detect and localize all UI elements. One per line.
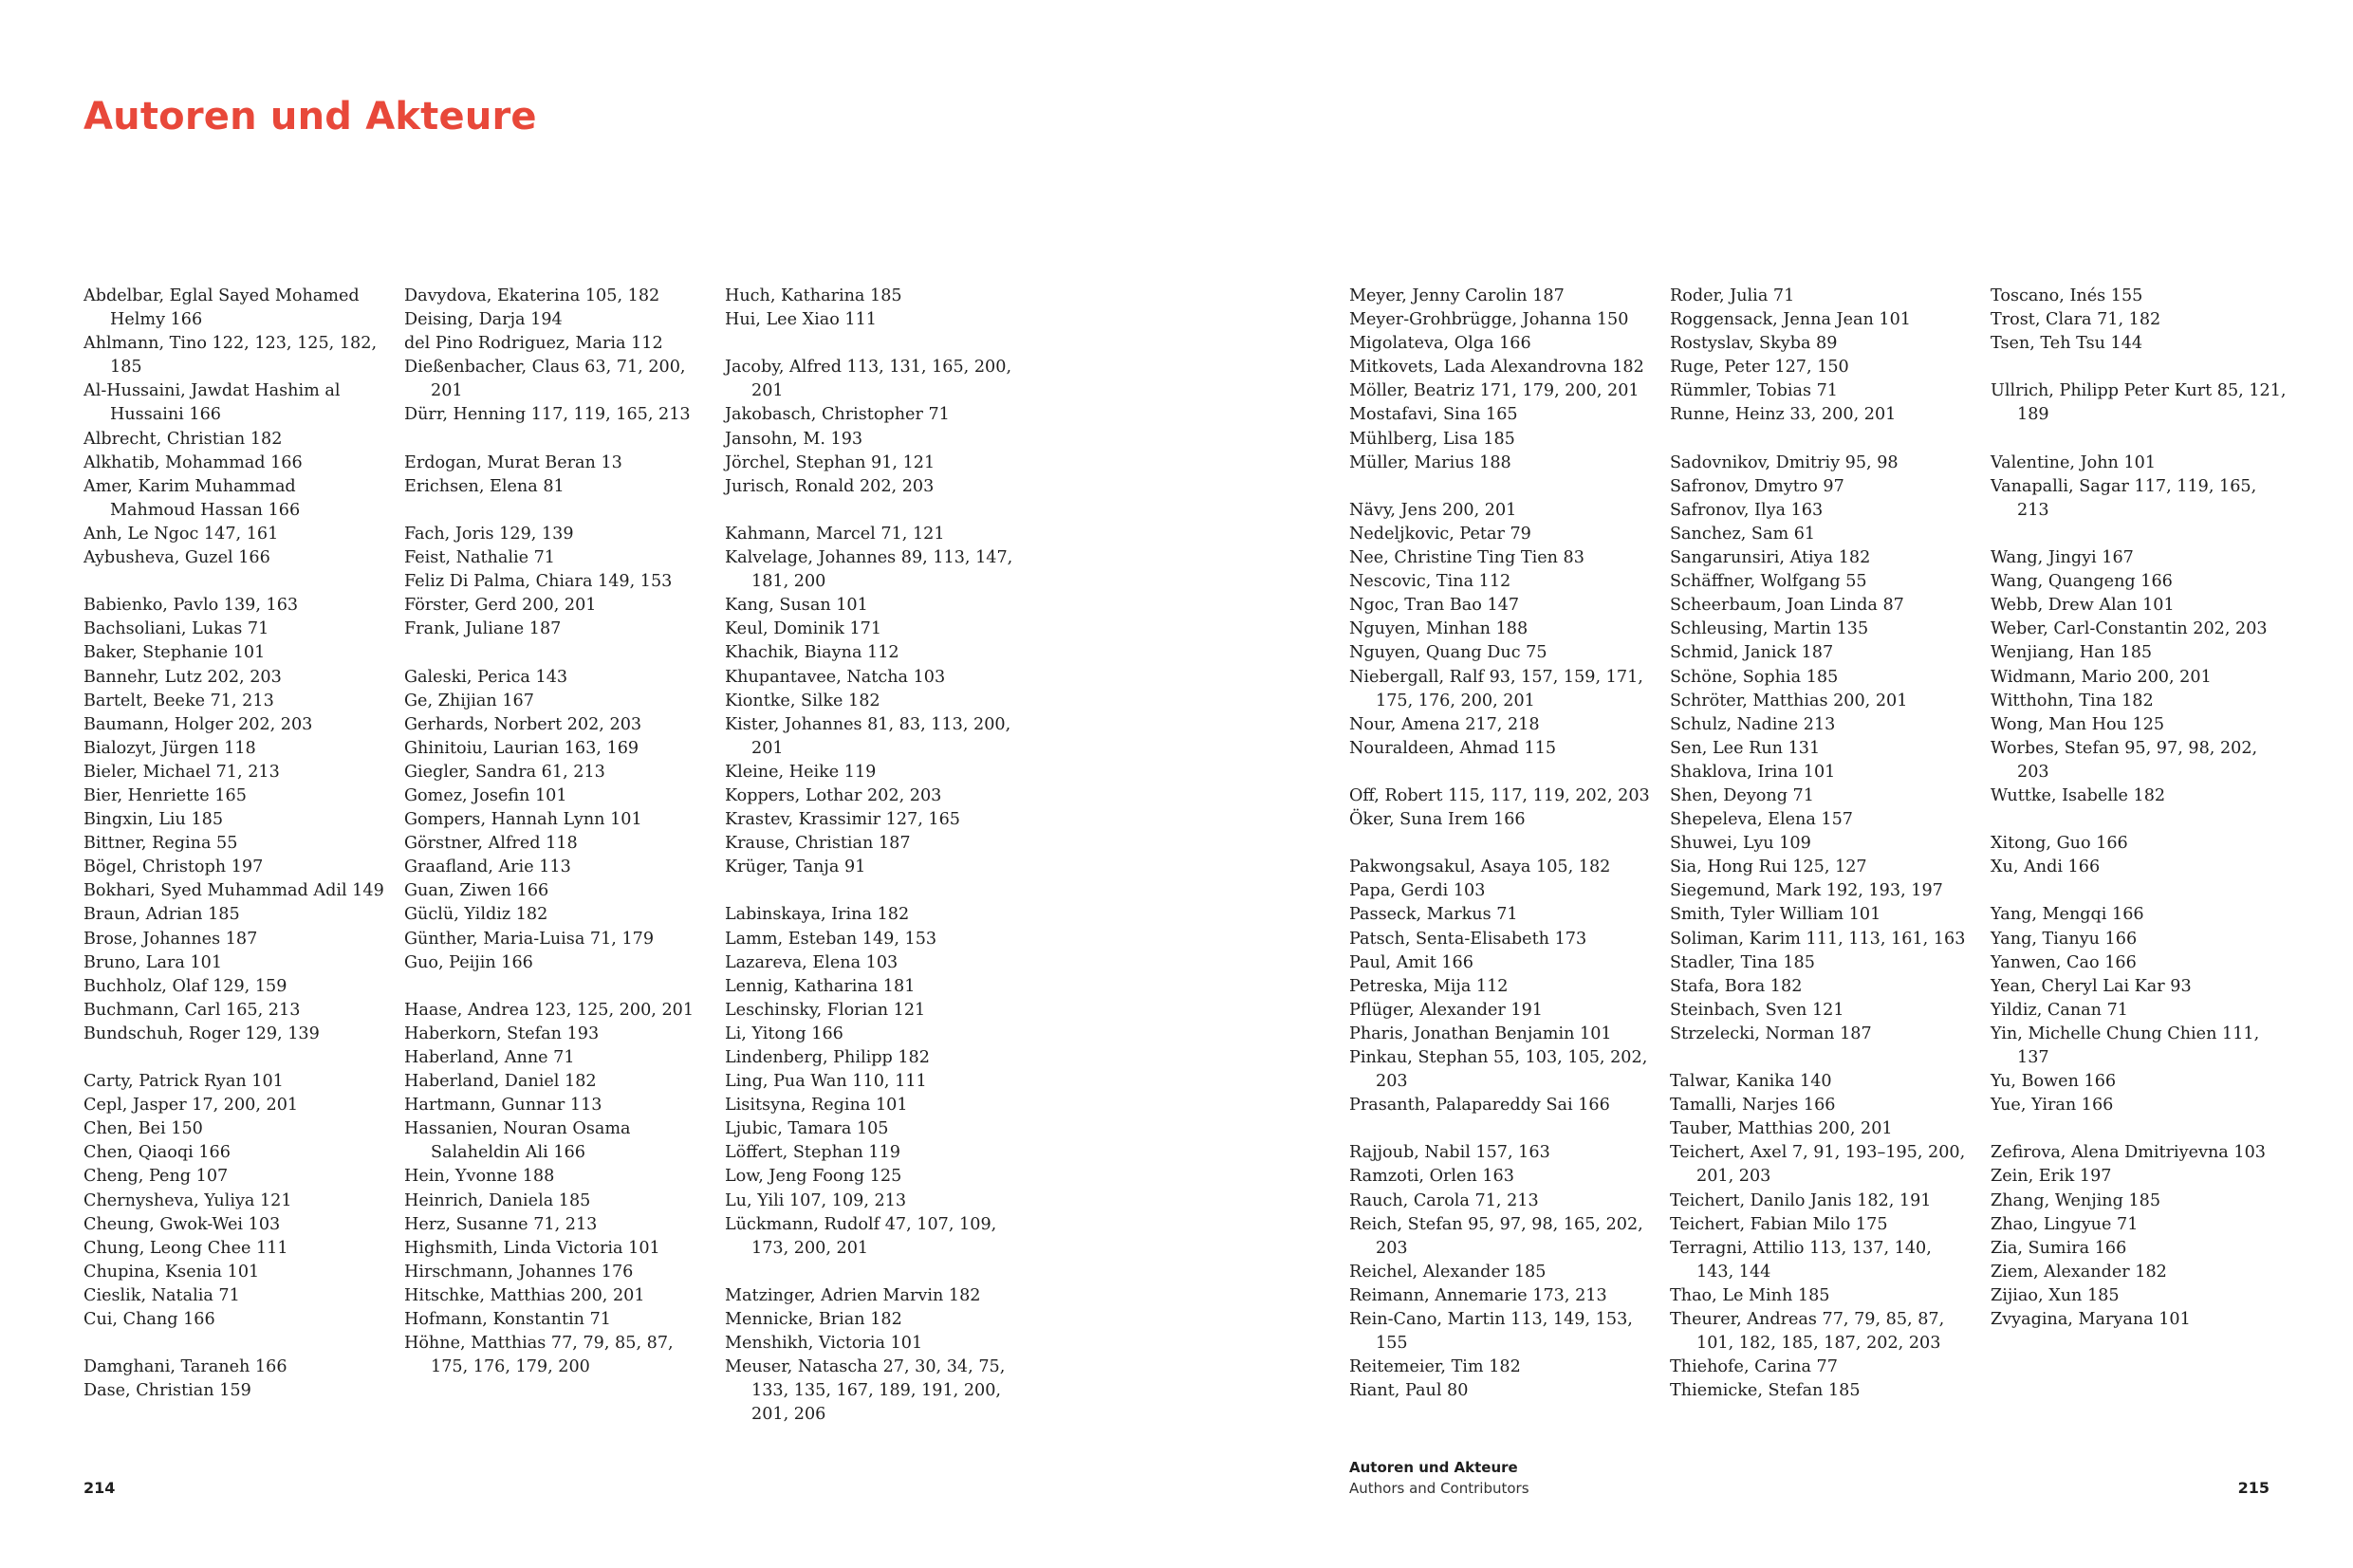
running-title-english: Authors and Contributors <box>1349 1480 1529 1497</box>
index-entry: Gomez, Josefin 101 <box>404 785 567 805</box>
index-entry: Chupina, Ksenia 101 <box>83 1262 260 1282</box>
index-entry: Davydova, Ekaterina 105, 182 <box>404 286 660 305</box>
index-entry: Sanchez, Sam 61 <box>1670 524 1816 544</box>
letter-group-gap <box>725 879 1027 903</box>
index-entry: Sia, Hong Rui 125, 127 <box>1670 858 1867 877</box>
index-entry: Krüger, Tanja 91 <box>725 858 866 877</box>
index-entry: Tamalli, Narjes 166 <box>1670 1096 1836 1116</box>
index-entry: Thao, Le Minh 185 <box>1670 1285 1830 1305</box>
index-entry: Rein-Cano, Martin 113, 149, 153, 155 <box>1349 1310 1633 1354</box>
index-entry: Reitemeier, Tim 182 <box>1349 1357 1521 1377</box>
index-entry: Ramzoti, Orlen 163 <box>1349 1167 1514 1187</box>
index-entry: Niebergall, Ralf 93, 157, 159, 171, 175, 176, 200, 201 <box>1349 667 1643 710</box>
index-entry: Khupantavee, Natcha 103 <box>725 667 946 687</box>
letter-group-gap <box>83 1332 385 1356</box>
page-title: Autoren und Akteure <box>83 95 537 138</box>
index-entry: Feliz Di Palma, Chiara 149, 153 <box>404 572 673 592</box>
index-entry: Bokhari, Syed Muhammad Adil 149 <box>83 881 384 901</box>
index-entry: Meuser, Natascha 27, 30, 34, 75, 133, 135, 167, 189, 191, 200, 201, 206 <box>725 1357 1006 1425</box>
index-entry: Cepl, Jasper 17, 200, 201 <box>83 1096 299 1116</box>
index-entry: Safronov, Dmytro 97 <box>1670 476 1844 496</box>
index-column-6 <box>1991 285 2292 1332</box>
index-entry: Bannehr, Lutz 202, 203 <box>83 667 282 687</box>
index-entry: Soliman, Karim 111, 113, 161, 163 <box>1670 929 1966 949</box>
letter-group-gap <box>404 641 706 665</box>
letter-group-gap <box>1991 1117 2292 1141</box>
index-entry: Zhao, Lingyue 71 <box>1991 1214 2139 1234</box>
letter-group-gap <box>1670 428 1972 452</box>
index-entry: Guan, Ziwen 166 <box>404 881 549 901</box>
index-entry: Roggensack, Jenna Jean 101 <box>1670 310 1911 330</box>
index-entry: Öker, Suna Irem 166 <box>1349 810 1526 830</box>
index-entry: Bittner, Regina 55 <box>83 834 238 854</box>
index-entry: Shen, Deyong 71 <box>1670 785 1814 805</box>
index-entry: Babienko, Pavlo 139, 163 <box>83 596 299 616</box>
index-entry: Hitschke, Matthias 200, 201 <box>404 1285 645 1305</box>
index-entry: Zvyagina, Maryana 101 <box>1991 1310 2191 1330</box>
letter-group-gap <box>1991 523 2292 546</box>
index-entry: Feist, Nathalie 71 <box>404 548 555 568</box>
index-entry: Bialozyt, Jürgen 118 <box>83 738 256 758</box>
index-entry: Giegler, Sandra 61, 213 <box>404 762 605 782</box>
index-entry: Huch, Katharina 185 <box>725 286 902 305</box>
index-entry: Alkhatib, Mohammad 166 <box>83 452 303 472</box>
index-entry: Jansohn, M. 193 <box>725 429 863 449</box>
index-entry: Bundschuh, Roger 129, 139 <box>83 1024 320 1043</box>
index-entry: Anh, Le Ngoc 147, 161 <box>83 524 279 544</box>
index-entry: del Pino Rodriguez, Maria 112 <box>404 334 663 354</box>
letter-group-gap <box>1991 428 2292 452</box>
index-entry: Reimann, Annemarie 173, 213 <box>1349 1285 1607 1305</box>
letter-group-gap <box>83 570 385 594</box>
index-entry: Nescovic, Tina 112 <box>1349 572 1511 592</box>
letter-group-gap <box>1991 879 2292 903</box>
index-entry: Lamm, Esteban 149, 153 <box>725 929 937 949</box>
index-entry: Dase, Christian 159 <box>83 1381 251 1401</box>
index-entry: Schulz, Nadine 213 <box>1670 714 1836 734</box>
index-entry: Deising, Darja 194 <box>404 310 563 330</box>
index-column-5 <box>1670 285 1972 1403</box>
index-entry: Worbes, Stefan 95, 97, 98, 202, 203 <box>1991 738 2258 782</box>
index-entry: Damghani, Taraneh 166 <box>83 1357 287 1377</box>
index-entry: Stafa, Bora 182 <box>1670 976 1803 996</box>
index-entry: Nguyen, Minhan 188 <box>1349 619 1529 639</box>
index-entry: Witthohn, Tina 182 <box>1991 691 2154 710</box>
index-entry: Widmann, Mario 200, 201 <box>1991 667 2212 687</box>
index-entry: Terragni, Attilio 113, 137, 140, 143, 144 <box>1670 1238 1932 1282</box>
index-entry: Smith, Tyler William 101 <box>1670 905 1881 925</box>
index-entry: Roder, Julia 71 <box>1670 286 1795 305</box>
index-entry: Webb, Drew Alan 101 <box>1991 596 2175 616</box>
index-entry: Ling, Pua Wan 110, 111 <box>725 1072 927 1092</box>
page-number-left: 214 <box>83 1479 116 1497</box>
index-entry: Off, Robert 115, 117, 119, 202, 203 <box>1349 785 1650 805</box>
index-entry: Xitong, Guo 166 <box>1991 834 2128 854</box>
index-entry: Valentine, John 101 <box>1991 452 2157 472</box>
index-entry: Cieslik, Natalia 71 <box>83 1285 240 1305</box>
index-entry: Haberland, Daniel 182 <box>404 1072 597 1092</box>
index-entry: Patsch, Senta-Elisabeth 173 <box>1349 929 1587 949</box>
index-entry: Zein, Erik 197 <box>1991 1167 2112 1187</box>
index-entry: Yang, Tianyu 166 <box>1991 929 2138 949</box>
letter-group-gap <box>725 499 1027 523</box>
index-entry: Güclü, Yildiz 182 <box>404 905 548 925</box>
index-entry: Meyer, Jenny Carolin 187 <box>1349 286 1565 305</box>
letter-group-gap <box>1349 1117 1651 1141</box>
running-footer <box>1349 1457 1529 1499</box>
index-entry: Paul, Amit 166 <box>1349 952 1473 972</box>
index-entry: Ge, Zhijian 167 <box>404 691 534 710</box>
letter-group-gap <box>1349 761 1651 784</box>
index-entry: Scheerbaum, Joan Linda 87 <box>1670 596 1904 616</box>
index-entry: Gompers, Hannah Lynn 101 <box>404 810 642 830</box>
index-entry: Bier, Henriette 165 <box>83 785 247 805</box>
index-entry: Chung, Leong Chee 111 <box>83 1238 288 1258</box>
index-entry: Dießenbacher, Claus 63, 71, 200, 201 <box>404 358 686 401</box>
index-entry: Bieler, Michael 71, 213 <box>83 762 280 782</box>
index-entry: Wang, Quangeng 166 <box>1991 572 2173 592</box>
index-entry: Wang, Jingyi 167 <box>1991 548 2134 568</box>
index-entry: Stadler, Tina 185 <box>1670 952 1815 972</box>
index-entry: Ghinitoiu, Laurian 163, 169 <box>404 738 639 758</box>
index-entry: Hartmann, Gunnar 113 <box>404 1096 602 1116</box>
index-entry: Shepeleva, Elena 157 <box>1670 810 1853 830</box>
index-entry: Bingxin, Liu 185 <box>83 810 224 830</box>
index-entry: Yean, Cheryl Lai Kar 93 <box>1991 976 2192 996</box>
index-entry: Bachsoliani, Lukas 71 <box>83 619 269 639</box>
index-entry: Haase, Andrea 123, 125, 200, 201 <box>404 1000 695 1020</box>
index-entry: Bruno, Lara 101 <box>83 952 223 972</box>
index-entry: Lu, Yili 107, 109, 213 <box>725 1190 907 1210</box>
index-entry: Highsmith, Linda Victoria 101 <box>404 1238 660 1258</box>
index-entry: Petreska, Mija 112 <box>1349 976 1509 996</box>
index-entry: Hirschmann, Johannes 176 <box>404 1262 634 1282</box>
index-entry: Jacoby, Alfred 113, 131, 165, 200, 201 <box>725 358 1012 401</box>
index-entry: Frank, Juliane 187 <box>404 619 562 639</box>
letter-group-gap <box>404 975 706 999</box>
letter-group-gap <box>725 1261 1027 1284</box>
index-entry: Carty, Patrick Ryan 101 <box>83 1072 284 1092</box>
index-entry: Yue, Yiran 166 <box>1991 1096 2114 1116</box>
index-entry: Talwar, Kanika 140 <box>1670 1072 1832 1092</box>
index-entry: Dürr, Henning 117, 119, 165, 213 <box>404 405 691 425</box>
index-entry: Sangarunsiri, Atiya 182 <box>1670 548 1871 568</box>
index-entry: Lennig, Katharina 181 <box>725 976 916 996</box>
index-entry: Erichsen, Elena 81 <box>404 476 565 496</box>
letter-group-gap <box>1991 356 2292 379</box>
index-entry: Cui, Chang 166 <box>83 1310 215 1330</box>
index-entry: Chen, Qiaoqi 166 <box>83 1143 231 1163</box>
index-entry: Jakobasch, Christopher 71 <box>725 405 950 425</box>
index-entry: Förster, Gerd 200, 201 <box>404 596 597 616</box>
index-entry: Kiontke, Silke 182 <box>725 691 880 710</box>
index-entry: Wong, Man Hou 125 <box>1991 714 2165 734</box>
index-entry: Schmid, Janick 187 <box>1670 643 1834 663</box>
index-entry: Pharis, Jonathan Benjamin 101 <box>1349 1024 1612 1043</box>
index-entry: Guo, Peijin 166 <box>404 952 533 972</box>
index-entry: Kalvelage, Johannes 89, 113, 147, 181, 200 <box>725 548 1013 592</box>
letter-group-gap <box>1670 1046 1972 1070</box>
index-entry: Zijiao, Xun 185 <box>1991 1285 2120 1305</box>
index-entry: Görstner, Alfred 118 <box>404 834 578 854</box>
index-entry: Lazareva, Elena 103 <box>725 952 899 972</box>
index-entry: Ngoc, Tran Bao 147 <box>1349 596 1520 616</box>
index-entry: Nee, Christine Ting Tien 83 <box>1349 548 1584 568</box>
index-entry: Tauber, Matthias 200, 201 <box>1670 1119 1893 1139</box>
index-entry: Gerhards, Norbert 202, 203 <box>404 714 642 734</box>
index-entry: Tsen, Teh Tsu 144 <box>1991 334 2143 354</box>
index-entry: Papa, Gerdi 103 <box>1349 881 1486 901</box>
index-entry: Reich, Stefan 95, 97, 98, 165, 202, 203 <box>1349 1214 1643 1258</box>
index-entry: Mühlberg, Lisa 185 <box>1349 429 1515 449</box>
index-entry: Steinbach, Sven 121 <box>1670 1000 1844 1020</box>
index-entry: Ullrich, Philipp Peter Kurt 85, 121, 189 <box>1991 381 2287 425</box>
index-entry: Yanwen, Cao 166 <box>1991 952 2137 972</box>
index-entry: Hein, Yvonne 188 <box>404 1167 555 1187</box>
index-entry: Albrecht, Christian 182 <box>83 429 283 449</box>
letter-group-gap <box>1349 832 1651 856</box>
index-entry: Wuttke, Isabelle 182 <box>1991 785 2166 805</box>
index-entry: Ahlmann, Tino 122, 123, 125, 182, 185 <box>83 334 378 378</box>
index-entry: Teichert, Danilo Janis 182, 191 <box>1670 1190 1932 1210</box>
index-entry: Hassanien, Nouran Osama Salaheldin Ali 166 <box>404 1119 631 1163</box>
index-entry: Runne, Heinz 33, 200, 201 <box>1670 405 1897 425</box>
index-entry: Bögel, Christoph 197 <box>83 858 264 877</box>
index-entry: Theurer, Andreas 77, 79, 85, 87, 101, 182, 185, 187, 202, 203 <box>1670 1310 1945 1354</box>
index-entry: Buchmann, Carl 165, 213 <box>83 1000 301 1020</box>
index-entry: Wenjiang, Han 185 <box>1991 643 2153 663</box>
letter-group-gap <box>1991 808 2292 832</box>
index-entry: Müller, Marius 188 <box>1349 452 1511 472</box>
index-entry: Mostafavi, Sina 165 <box>1349 405 1518 425</box>
index-entry: Strzelecki, Norman 187 <box>1670 1024 1872 1043</box>
index-entry: Toscano, Inés 155 <box>1991 286 2143 305</box>
index-entry: Brose, Johannes 187 <box>83 929 258 949</box>
index-entry: Chen, Bei 150 <box>83 1119 203 1139</box>
index-entry: Zia, Sumira 166 <box>1991 1238 2127 1258</box>
index-entry: Heinrich, Daniela 185 <box>404 1190 591 1210</box>
index-entry: Nouraldeen, Ahmad 115 <box>1349 738 1557 758</box>
index-entry: Leschinsky, Florian 121 <box>725 1000 926 1020</box>
index-entry: Hofmann, Konstantin 71 <box>404 1310 611 1330</box>
index-entry: Aybusheva, Guzel 166 <box>83 548 270 568</box>
index-entry: Lindenberg, Philipp 182 <box>725 1048 930 1067</box>
letter-group-gap <box>83 1046 385 1070</box>
index-entry: Rauch, Carola 71, 213 <box>1349 1190 1539 1210</box>
index-entry: Labinskaya, Irina 182 <box>725 905 910 925</box>
index-column-3 <box>725 285 1027 1428</box>
index-entry: Passeck, Markus 71 <box>1349 905 1518 925</box>
index-entry: Menshikh, Victoria 101 <box>725 1334 923 1354</box>
index-entry: Günther, Maria-Luisa 71, 179 <box>404 929 655 949</box>
index-entry: Löffert, Stephan 119 <box>725 1143 900 1163</box>
index-entry: Erdogan, Murat Beran 13 <box>404 452 622 472</box>
index-entry: Baumann, Holger 202, 203 <box>83 714 313 734</box>
index-entry: Koppers, Lothar 202, 203 <box>725 785 942 805</box>
index-entry: Buchholz, Olaf 129, 159 <box>83 976 287 996</box>
index-entry: Matzinger, Adrien Marvin 182 <box>725 1285 981 1305</box>
index-entry: Safronov, Ilya 163 <box>1670 500 1824 520</box>
index-entry: Kang, Susan 101 <box>725 596 868 616</box>
index-entry: Weber, Carl-Constantin 202, 203 <box>1991 619 2268 639</box>
letter-group-gap <box>1349 475 1651 499</box>
index-entry: Mennicke, Brian 182 <box>725 1310 902 1330</box>
index-entry: Rümmler, Tobias 71 <box>1670 381 1838 401</box>
index-entry: Shuwei, Lyu 109 <box>1670 834 1811 854</box>
index-entry: Keul, Dominik 171 <box>725 619 882 639</box>
index-entry: Schröter, Matthias 200, 201 <box>1670 691 1908 710</box>
index-entry: Schöne, Sophia 185 <box>1670 667 1839 687</box>
index-entry: Abdelbar, Eglal Sayed Mohamed Helmy 166 <box>83 286 360 330</box>
index-entry: Riant, Paul 80 <box>1349 1381 1469 1401</box>
index-entry: Nedeljkovic, Petar 79 <box>1349 524 1531 544</box>
index-entry: Krause, Christian 187 <box>725 834 911 854</box>
index-entry: Graafland, Arie 113 <box>404 858 571 877</box>
index-entry: Ljubic, Tamara 105 <box>725 1119 889 1139</box>
index-entry: Thiehofe, Carina 77 <box>1670 1357 1838 1377</box>
index-entry: Zefirova, Alena Dmitriyevna 103 <box>1991 1143 2266 1163</box>
index-entry: Yildiz, Canan 71 <box>1991 1000 2128 1020</box>
index-entry: Prasanth, Palapareddy Sai 166 <box>1349 1096 1610 1116</box>
index-entry: Mitkovets, Lada Alexandrovna 182 <box>1349 358 1644 378</box>
index-entry: Sen, Lee Run 131 <box>1670 738 1821 758</box>
index-entry: Shaklova, Irina 101 <box>1670 762 1836 782</box>
index-entry: Meyer-Grohbrügge, Johanna 150 <box>1349 310 1629 330</box>
index-entry: Fach, Joris 129, 139 <box>404 524 574 544</box>
index-entry: Al-Hussaini, Jawdat Hashim al Hussaini 166 <box>83 381 341 425</box>
index-entry: Schäffner, Wolfgang 55 <box>1670 572 1867 592</box>
index-entry: Bartelt, Beeke 71, 213 <box>83 691 274 710</box>
index-entry: Siegemund, Mark 192, 193, 197 <box>1670 881 1943 901</box>
index-entry: Nävy, Jens 200, 201 <box>1349 500 1517 520</box>
index-entry: Nguyen, Quang Duc 75 <box>1349 643 1547 663</box>
index-entry: Hui, Lee Xiao 111 <box>725 310 877 330</box>
index-entry: Schleusing, Martin 135 <box>1670 619 1869 639</box>
index-entry: Rajjoub, Nabil 157, 163 <box>1349 1143 1550 1163</box>
index-entry: Krastev, Krassimir 127, 165 <box>725 810 960 830</box>
index-entry: Khachik, Biayna 112 <box>725 643 899 663</box>
index-entry: Ruge, Peter 127, 150 <box>1670 358 1849 378</box>
index-entry: Pakwongsakul, Asaya 105, 182 <box>1349 858 1611 877</box>
index-column-2 <box>404 285 706 1379</box>
index-entry: Reichel, Alexander 185 <box>1349 1262 1547 1282</box>
index-entry: Ziem, Alexander 182 <box>1991 1262 2167 1282</box>
index-entry: Rostyslav, Skyba 89 <box>1670 334 1838 354</box>
index-entry: Zhang, Wenjing 185 <box>1991 1190 2161 1210</box>
running-title-german: Autoren und Akteure <box>1349 1459 1518 1476</box>
index-entry: Galeski, Perica 143 <box>404 667 568 687</box>
index-entry: Cheung, Gwok-Wei 103 <box>83 1214 281 1234</box>
index-entry: Lisitsyna, Regina 101 <box>725 1096 908 1116</box>
index-entry: Pinkau, Stephan 55, 103, 105, 202, 203 <box>1349 1048 1648 1092</box>
index-entry: Kahmann, Marcel 71, 121 <box>725 524 945 544</box>
index-entry: Low, Jeng Foong 125 <box>725 1167 902 1187</box>
index-entry: Höhne, Matthias 77, 79, 85, 87, 175, 176, 179, 200 <box>404 1334 674 1377</box>
index-entry: Xu, Andi 166 <box>1991 858 2101 877</box>
index-column-1 <box>83 285 385 1403</box>
index-entry: Lückmann, Rudolf 47, 107, 109, 173, 200, 201 <box>725 1214 997 1258</box>
index-entry: Baker, Stephanie 101 <box>83 643 266 663</box>
index-entry: Braun, Adrian 185 <box>83 905 240 925</box>
index-entry: Amer, Karim Muhammad Mahmoud Hassan 166 <box>83 476 301 520</box>
index-entry: Yin, Michelle Chung Chien 111, 137 <box>1991 1024 2260 1067</box>
index-entry: Thiemicke, Stefan 185 <box>1670 1381 1861 1401</box>
index-entry: Jörchel, Stephan 91, 121 <box>725 452 936 472</box>
letter-group-gap <box>404 499 706 523</box>
index-entry: Möller, Beatriz 171, 179, 200, 201 <box>1349 381 1640 401</box>
index-entry: Yang, Mengqi 166 <box>1991 905 2144 925</box>
index-entry: Jurisch, Ronald 202, 203 <box>725 476 935 496</box>
index-entry: Kister, Johannes 81, 83, 113, 200, 201 <box>725 714 1011 758</box>
index-entry: Pflüger, Alexander 191 <box>1349 1000 1543 1020</box>
index-entry: Teichert, Fabian Milo 175 <box>1670 1214 1888 1234</box>
index-entry: Nour, Amena 217, 218 <box>1349 714 1540 734</box>
letter-group-gap <box>404 428 706 452</box>
index-column-4 <box>1349 285 1651 1403</box>
index-entry: Chernysheva, Yuliya 121 <box>83 1190 292 1210</box>
index-entry: Herz, Susanne 71, 213 <box>404 1214 598 1234</box>
index-entry: Haberland, Anne 71 <box>404 1048 575 1067</box>
index-entry: Sadovnikov, Dmitriy 95, 98 <box>1670 452 1899 472</box>
letter-group-gap <box>725 332 1027 356</box>
index-entry: Cheng, Peng 107 <box>83 1167 229 1187</box>
index-entry: Trost, Clara 71, 182 <box>1991 310 2161 330</box>
index-entry: Li, Yitong 166 <box>725 1024 843 1043</box>
index-entry: Vanapalli, Sagar 117, 119, 165, 213 <box>1991 476 2257 520</box>
page-number-right: 215 <box>2237 1479 2270 1497</box>
index-entry: Kleine, Heike 119 <box>725 762 877 782</box>
index-entry: Migolateva, Olga 166 <box>1349 334 1531 354</box>
index-entry: Yu, Bowen 166 <box>1991 1072 2117 1092</box>
index-entry: Haberkorn, Stefan 193 <box>404 1024 600 1043</box>
index-entry: Teichert, Axel 7, 91, 193–195, 200, 201, 203 <box>1670 1143 1966 1187</box>
